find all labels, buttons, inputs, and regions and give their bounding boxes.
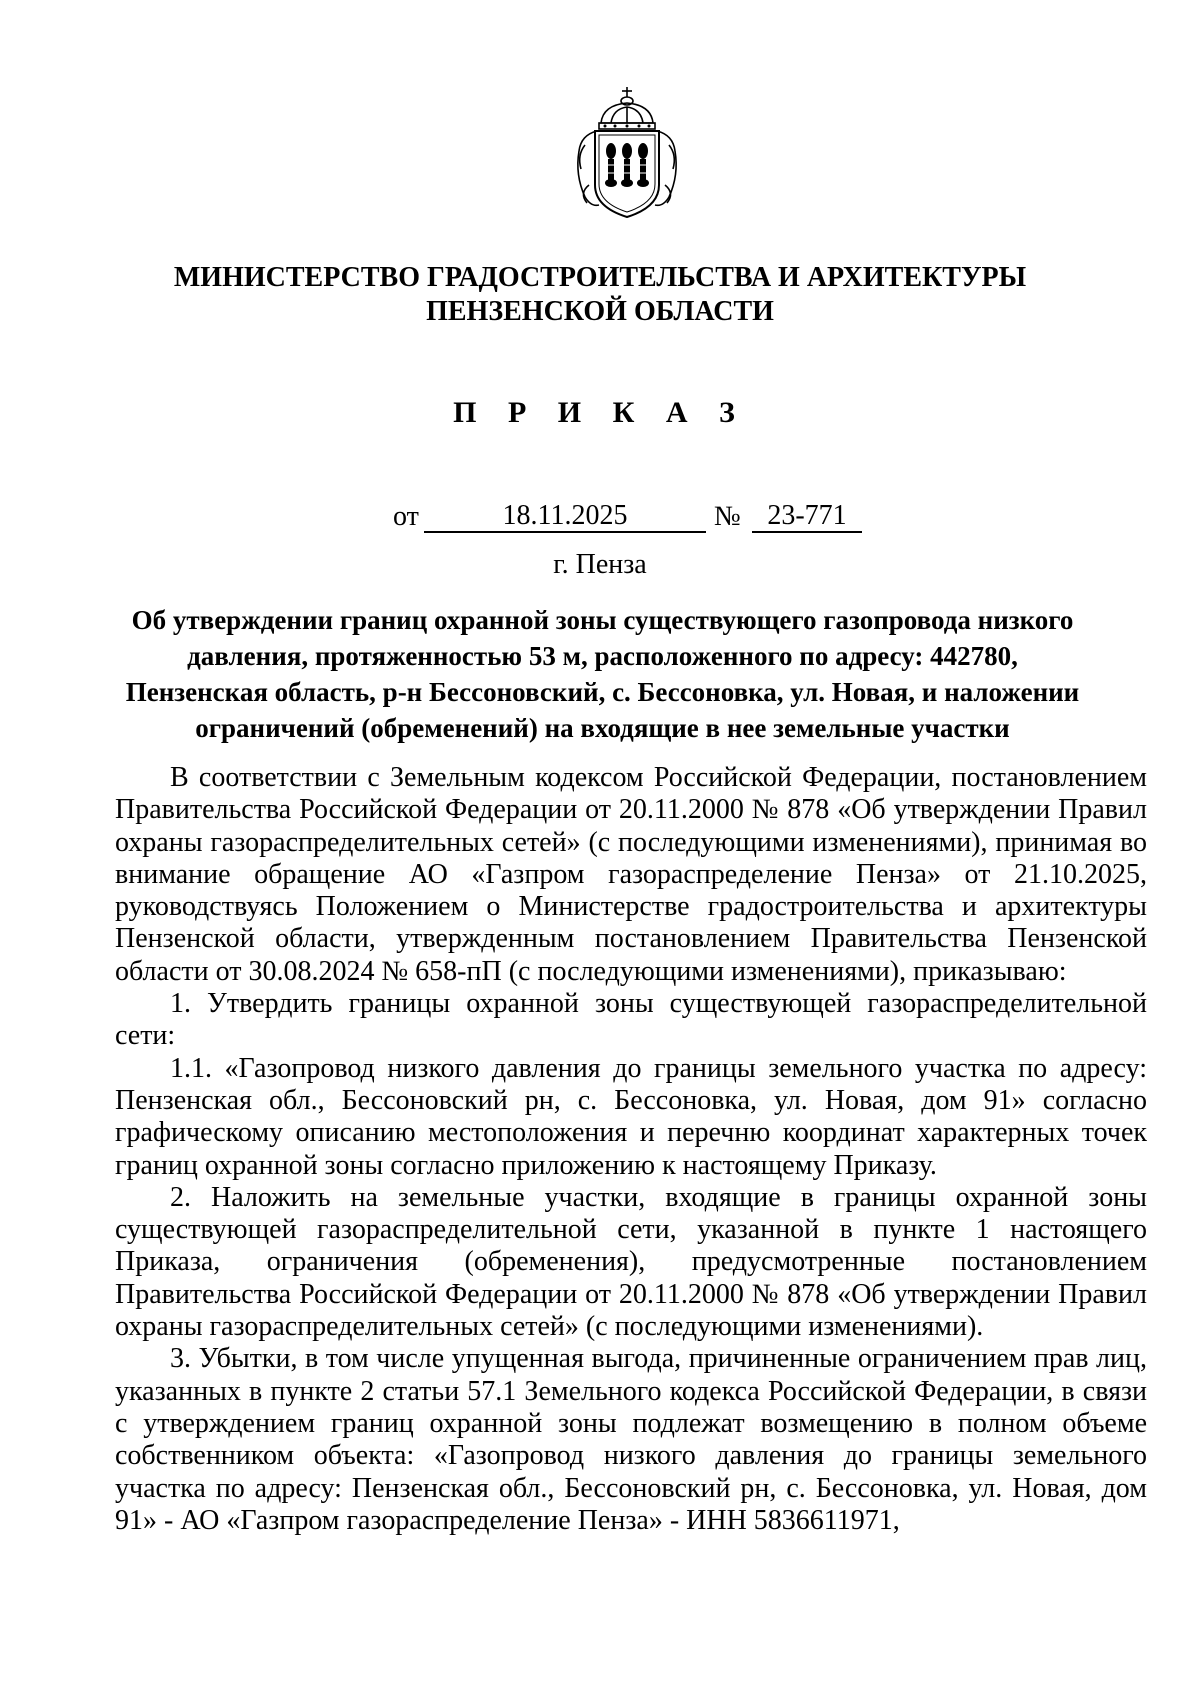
from-label: от <box>393 501 419 532</box>
order-date: 18.11.2025 <box>424 501 706 533</box>
clause-3: 3. Убытки, в том числе упущенная выгода, причиненные ограничением прав лиц, указанных в пункте 2 статьи 57.1 Земельного кодекса Российской Федерации, в связи с утверждением границ охранной зоны подлежат возмещению в полном объеме собственником объекта: «Газопровод низкого давления до границы земельного участка по адресу: Пензенская обл., Бессоновский рн, с. Бессоновка, ул. Новая, дом 91» - АО «Газпром газораспределение Пенза» - ИНН 5836611971, <box>115 1343 1147 1536</box>
order-number: 23-771 <box>752 501 862 533</box>
order-subject: Об утверждении границ охранной зоны существующего газопровода низкого давления, протяженностью 53 м, расположенного по адресу: 442780, Пензенская область, р-н Бессоновский, с. Бессоновка, ул. Новая, и наложении ограничений (обременений) на входящие в нее земельные участки <box>125 605 1080 743</box>
ministry-line-2: ПЕНЗЕНСКОЙ ОБЛАСТИ <box>426 296 774 327</box>
city: г. Пенза <box>553 549 647 580</box>
ministry-line-1: МИНИСТЕРСТВО ГРАДОСТРОИТЕЛЬСТВА И АРХИТЕКТУРЫ <box>173 262 1027 293</box>
clause-1: 1. Утвердить границы охранной зоны существующей газораспределительной сети: <box>115 988 1147 1052</box>
clause-1-1: 1.1. «Газопровод низкого давления до границы земельного участка по адресу: Пензенская обл., Бессоновский рн, с. Бессоновка, ул. Новая, дом 91» согласно графическому описанию местоположения и перечню координат характерных точек границ охранной зоны согласно приложению к настоящему Приказу. <box>115 1052 1147 1181</box>
number-label: № <box>714 501 741 532</box>
ministry-name <box>100 261 1100 329</box>
document-body <box>115 762 1147 1537</box>
document-type: П Р И К А З <box>453 396 747 429</box>
coat-of-arms-icon <box>571 85 683 221</box>
clause-2: 2. Наложить на земельные участки, входящие в границы охранной зоны существующей газораспределительной сети, указанной в пункте 1 настоящего Приказа, ограничения (обременения), предусмотренные постановлением Правительства Российской Федерации от 20.11.2000 № 878 «Об утверждении Правил охраны газораспределительных сетей» (с последующими изменениями). <box>115 1181 1147 1343</box>
date-number-row <box>0 497 1200 537</box>
preamble-paragraph: В соответствии с Земельным кодексом Российской Федерации, постановлением Правительства Российской Федерации от 20.11.2000 № 878 «Об утверждении Правил охраны газораспределительных сетей» (с последующими изменениями), принимая во внимание обращение АО «Газпром газораспределение Пенза» от 21.10.2025, руководствуясь Положением о Министерстве градостроительства и архитектуры Пензенской области, утвержденным постановлением Правительства Пензенской области от 30.08.2024 № 658-пП (с последующими изменениями), приказываю: <box>115 762 1147 987</box>
